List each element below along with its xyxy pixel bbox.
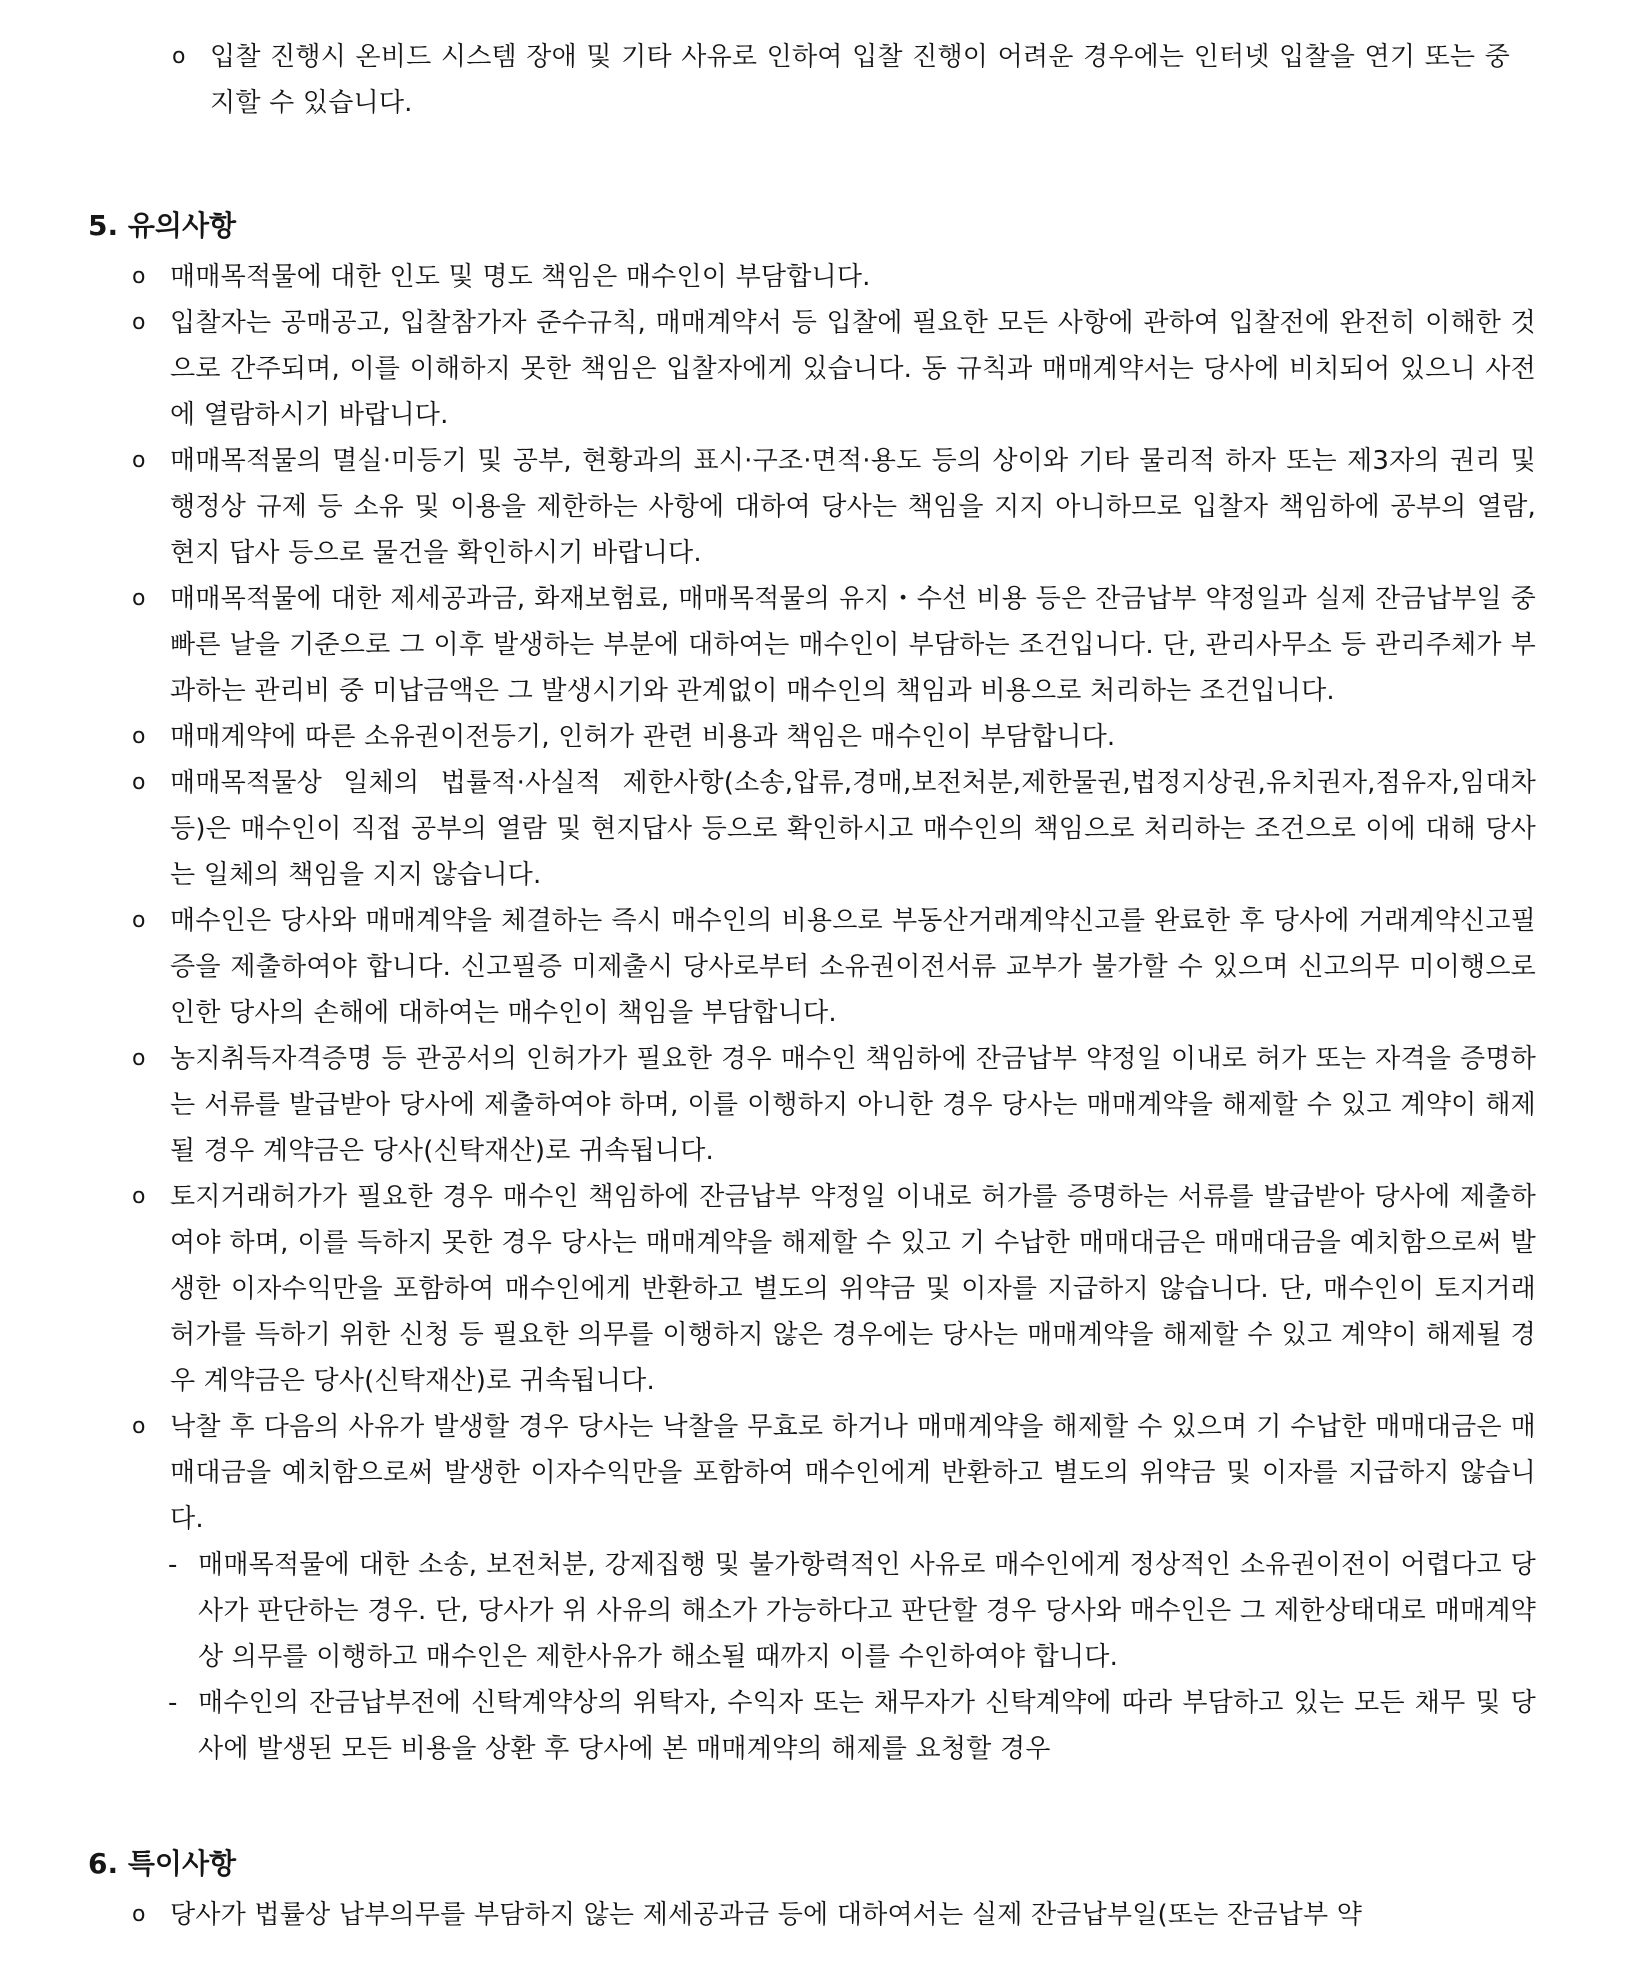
list-item-text: 토지거래허가가 필요한 경우 매수인 책임하에 잔금납부 약정일 이내로 허가를 증명하는 서류를 발급받아 당사에 제출하여야 하며, 이를 득하지 못한 경우 당사는 매매계약을 해제할 수 있고 기 수납한 매매대금은 매매대금을 예치함으로써 발생한 이자수익만을 포함하여 매수인에게 반환하고 별도의 위약금 및 이자를 지급하지 않습니다. 단, 매수인이 토지거래허가를 득하기 위한 신청 등 필요한 의무를 이행하지 않은 경우에는 당사는 매매계약을 해제할 수 있고 계약이 해제될 경우 계약금은 당사(신탁재산)로 귀속됩니다. xyxy=(170,1182,1536,1396)
sub-list-item-text: 매매목적물에 대한 소송, 보전처분, 강제집행 및 불가항력적인 사유로 매수인에게 정상적인 소유권이전이 어렵다고 당사가 판단하는 경우. 단, 당사가 위 사유의 해소가 가능하다고 판단할 경우 당사와 매수인은 그 제한상태대로 매매계약상 의무를 이행하고 매수인은 제한사유가 해소될 때까지 이를 수인하여야 합니다. xyxy=(198,1550,1536,1672)
list-item xyxy=(132,576,1536,714)
list-item xyxy=(132,300,1536,438)
list-item-text: 당사가 법률상 납부의무를 부담하지 않는 제세공과금 등에 대하여서는 실제 잔금납부일(또는 잔금납부 약 xyxy=(170,1900,1363,1930)
list-item-text: 입찰 진행시 온비드 시스템 장애 및 기타 사유로 인하여 입찰 진행이 어려운 경우에는 인터넷 입찰을 연기 또는 중지할 수 있습니다. xyxy=(210,42,1510,118)
list-item-text: 매수인은 당사와 매매계약을 체결하는 즉시 매수인의 비용으로 부동산거래계약신고를 완료한 후 당사에 거래계약신고필증을 제출하여야 합니다. 신고필증 미제출시 당사로부터 소유권이전서류 교부가 불가할 수 있으며 신고의무 미이행으로 인한 당사의 손해에 대하여는 매수인이 책임을 부담합니다. xyxy=(170,906,1536,1028)
list-item-text: 매매목적물의 멸실·미등기 및 공부, 현황과의 표시·구조·면적·용도 등의 상이와 기타 물리적 하자 또는 제3자의 권리 및 행정상 규제 등 소유 및 이용을 제한하는 사항에 대하여 당사는 책임을 지지 아니하므로 입찰자 책임하에 공부의 열람, 현지 답사 등으로 물건을 확인하시기 바랍니다. xyxy=(170,446,1536,568)
bullet-marker: o xyxy=(132,1046,146,1071)
bullet-marker: o xyxy=(132,908,146,933)
section-title: 5. 유의사항 xyxy=(88,209,237,242)
cautions-list xyxy=(132,254,1536,1772)
list-item xyxy=(132,760,1536,898)
list-item xyxy=(132,1036,1536,1174)
bullet-marker: o xyxy=(132,586,146,611)
sub-list xyxy=(168,1542,1536,1772)
list-item xyxy=(132,1892,1536,1938)
dash-marker: - xyxy=(168,1550,178,1580)
sub-list-item-text: 매수인의 잔금납부전에 신탁계약상의 위탁자, 수익자 또는 채무자가 신탁계약에 따라 부담하고 있는 모든 채무 및 당사에 발생된 모든 비용을 상환 후 당사에 본 매매계약의 해제를 요청할 경우 xyxy=(198,1688,1536,1764)
sub-list-item xyxy=(168,1680,1536,1772)
sub-list-item xyxy=(168,1542,1536,1680)
section-title: 6. 특이사항 xyxy=(88,1847,237,1880)
dash-marker: - xyxy=(168,1688,178,1718)
intro-note xyxy=(172,34,1510,126)
bullet-marker: o xyxy=(132,724,146,749)
list-item-text: 낙찰 후 다음의 사유가 발생할 경우 당사는 낙찰을 무효로 하거나 매매계약을 해제할 수 있으며 기 수납한 매매대금은 매매대금을 예치함으로써 발생한 이자수익만을 포함하여 매수인에게 반환하고 별도의 위약금 및 이자를 지급하지 않습니다. xyxy=(170,1412,1536,1534)
list-item-text: 매매목적물상 일체의 법률적·사실적 제한사항(소송,압류,경매,보전처분,제한물권,법정지상권,유치권자,점유자,임대차 등)은 매수인이 직접 공부의 열람 및 현지답사 등으로 확인하시고 매수인의 책임으로 처리하는 조건으로 이에 대해 당사는 일체의 책임을 지지 않습니다. xyxy=(170,768,1536,890)
bullet-marker: o xyxy=(132,1902,146,1927)
list-item xyxy=(132,1404,1536,1542)
list-item xyxy=(132,1174,1536,1404)
list-item-text: 매매목적물에 대한 인도 및 명도 책임은 매수인이 부담합니다. xyxy=(170,262,871,292)
section-special-notes xyxy=(88,1838,1536,1938)
list-item-text: 농지취득자격증명 등 관공서의 인허가가 필요한 경우 매수인 책임하에 잔금납부 약정일 이내로 허가 또는 자격을 증명하는 서류를 발급받아 당사에 제출하여야 하며, 이를 이행하지 아니한 경우 당사는 매매계약을 해제할 수 있고 계약이 해제될 경우 계약금은 당사(신탁재산)로 귀속됩니다. xyxy=(170,1044,1536,1166)
list-item-text: 매매목적물에 대한 제세공과금, 화재보험료, 매매목적물의 유지・수선 비용 등은 잔금납부 약정일과 실제 잔금납부일 중 빠른 날을 기준으로 그 이후 발생하는 부분에 대하여는 매수인이 부담하는 조건입니다. 단, 관리사무소 등 관리주체가 부과하는 관리비 중 미납금액은 그 발생시기와 관계없이 매수인의 책임과 비용으로 처리하는 조건입니다. xyxy=(170,584,1536,706)
bullet-marker: o xyxy=(132,1414,146,1439)
section-cautions xyxy=(88,200,1536,1772)
bullet-marker: o xyxy=(172,44,186,69)
bullet-marker: o xyxy=(132,264,146,289)
bullet-marker: o xyxy=(132,770,146,795)
list-item-text: 매매계약에 따른 소유권이전등기, 인허가 관련 비용과 책임은 매수인이 부담합니다. xyxy=(170,722,1116,752)
list-item xyxy=(132,438,1536,576)
bullet-marker: o xyxy=(132,448,146,473)
list-item xyxy=(172,34,1510,126)
list-item xyxy=(132,714,1536,760)
list-item xyxy=(132,254,1536,300)
bullet-marker: o xyxy=(132,1184,146,1209)
bullet-marker: o xyxy=(132,310,146,335)
list-item-text: 입찰자는 공매공고, 입찰참가자 준수규칙, 매매계약서 등 입찰에 필요한 모든 사항에 관하여 입찰전에 완전히 이해한 것으로 간주되며, 이를 이해하지 못한 책임은 입찰자에게 있습니다. 동 규칙과 매매계약서는 당사에 비치되어 있으니 사전에 열람하시기 바랍니다. xyxy=(170,308,1536,430)
list-item xyxy=(132,898,1536,1036)
special-notes-list xyxy=(132,1892,1536,1938)
